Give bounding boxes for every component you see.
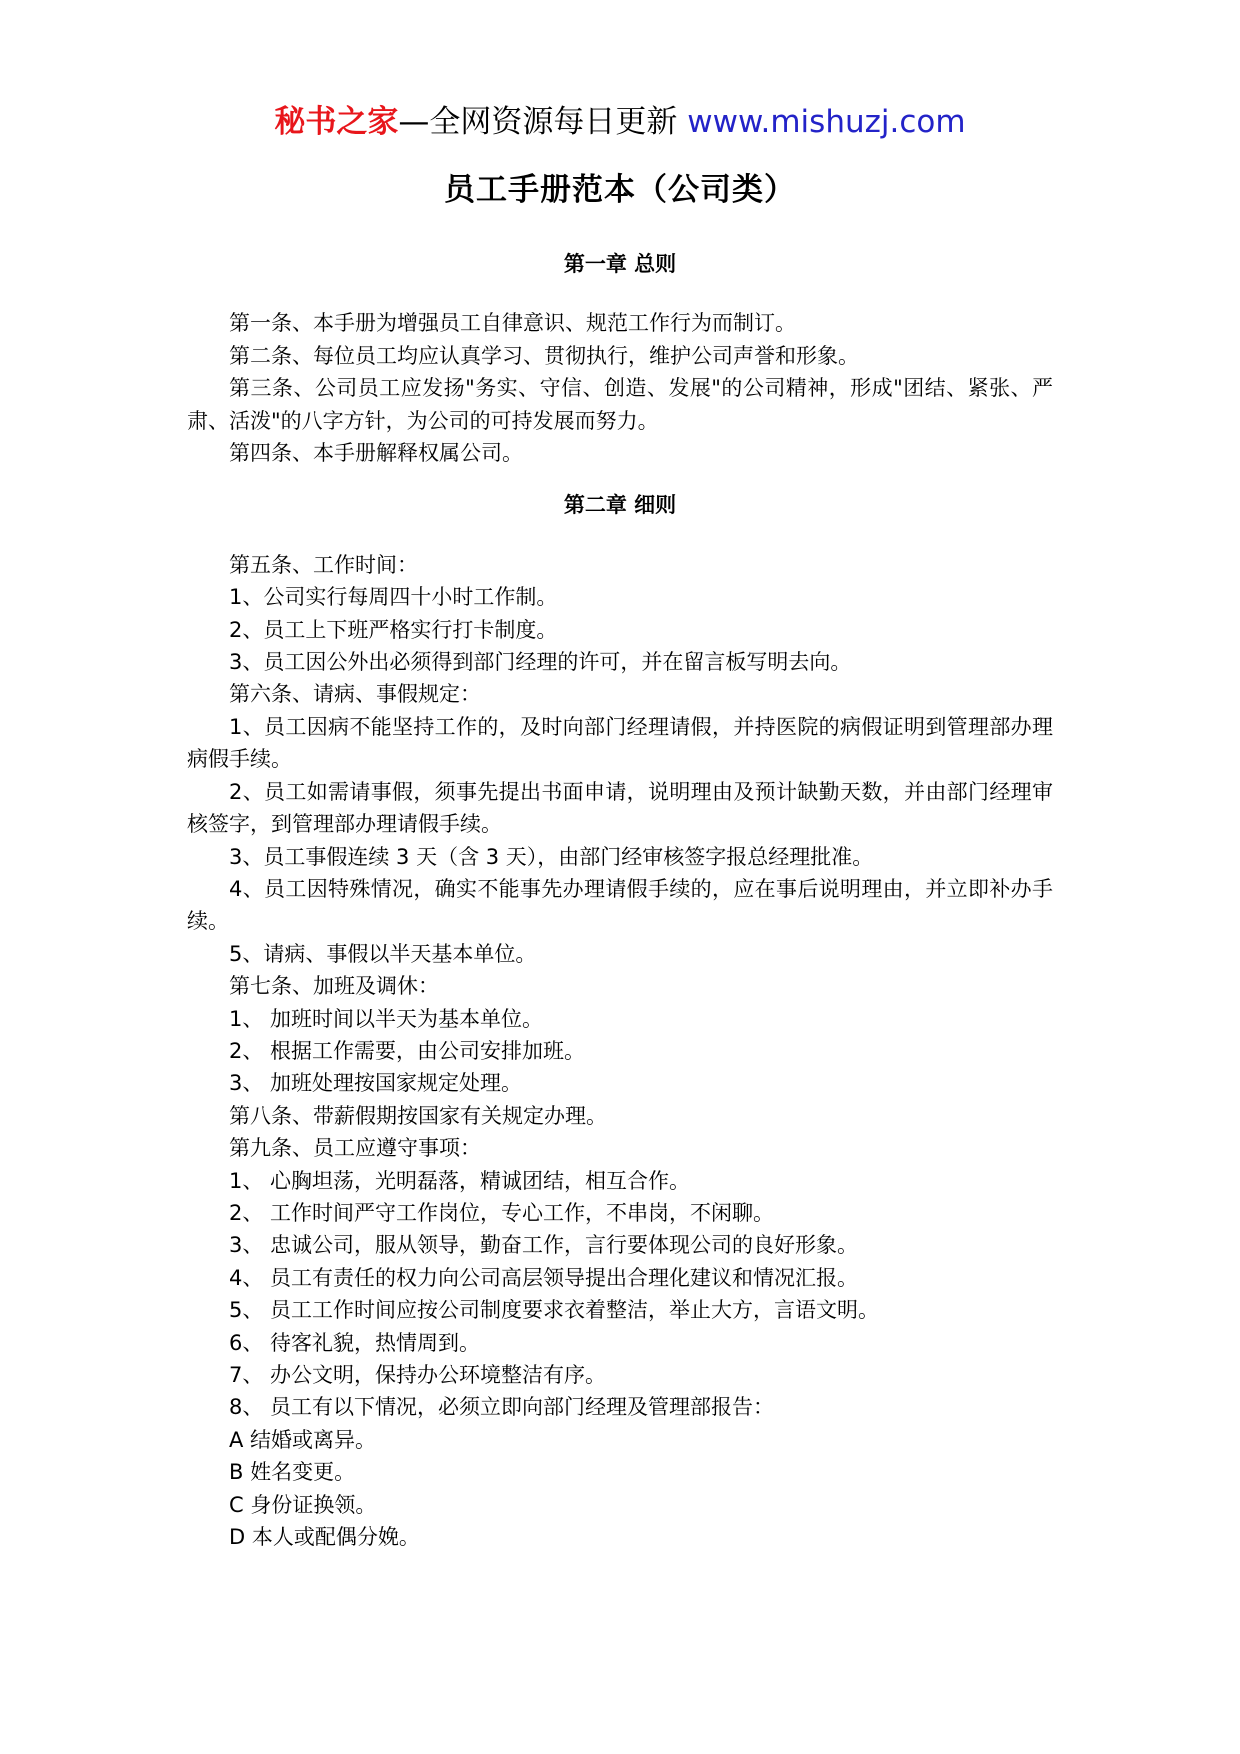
- brand-header: [0, 100, 1240, 144]
- paragraph: 5、 员工工作时间应按公司制度要求衣着整洁，举止大方，言语文明。: [229, 1298, 880, 1323]
- paragraph: 2、 工作时间严守工作岗位，专心工作，不串岗，不闲聊。: [229, 1200, 775, 1225]
- paragraph: 第三条、公司员工应发扬"务实、守信、创造、发展"的公司精神，形成"团结、紧张、严肃、活泼"的八字方针，为公司的可持发展而努力。: [187, 376, 1053, 433]
- paragraph: 第四条、本手册解释权属公司。: [229, 441, 523, 466]
- brand-url-link[interactable]: www.mishuzj.com: [687, 104, 966, 140]
- paragraph: 第二条、每位员工均应认真学习、贯彻执行，维护公司声誉和形象。: [229, 343, 859, 368]
- paragraph: 4、 员工有责任的权力向公司高层领导提出合理化建议和情况汇报。: [229, 1265, 859, 1290]
- paragraph: 2、 根据工作需要，由公司安排加班。: [229, 1038, 586, 1063]
- paragraph: 6、 待客礼貌，热情周到。: [229, 1330, 481, 1355]
- brand-name: 秘书之家: [274, 104, 399, 140]
- document-body: [187, 248, 1053, 1553]
- paragraph: A 结婚或离异。: [229, 1427, 377, 1452]
- paragraph: 1、员工因病不能坚持工作的，及时向部门经理请假，并持医院的病假证明到管理部办理病假手续。: [187, 714, 1053, 772]
- paragraph: 1、 加班时间以半天为基本单位。: [229, 1006, 544, 1031]
- paragraph: 3、员工因公外出必须得到部门经理的许可，并在留言板写明去向。: [229, 650, 852, 675]
- paragraph: 5、请病、事假以半天基本单位。: [229, 941, 537, 966]
- brand-tagline: —全网资源每日更新: [398, 104, 688, 140]
- paragraph: 3、员工事假连续 3 天（含 3 天），由部门经审核签字报总经理批准。: [229, 844, 874, 869]
- paragraph: 第八条、带薪假期按国家有关规定办理。: [229, 1103, 607, 1128]
- paragraph: D 本人或配偶分娩。: [229, 1525, 420, 1550]
- paragraph: 2、员工上下班严格实行打卡制度。: [229, 617, 558, 642]
- paragraph: 1、 心胸坦荡，光明磊落，精诚团结，相互合作。: [229, 1168, 691, 1193]
- paragraph: 第六条、请病、事假规定：: [229, 682, 481, 707]
- chapter-2-paragraphs: [187, 549, 1053, 1554]
- paragraph: C 身份证换领。: [229, 1492, 377, 1517]
- paragraph: 3、 加班处理按国家规定处理。: [229, 1071, 523, 1096]
- chapter-heading: 第二章 细则: [563, 493, 677, 518]
- paragraph: B 姓名变更。: [229, 1460, 356, 1485]
- chapter-1-paragraphs: [187, 307, 1053, 469]
- paragraph: 3、 忠诚公司，服从领导，勤奋工作，言行要体现公司的良好形象。: [229, 1233, 859, 1258]
- paragraph: 第七条、加班及调休：: [229, 974, 439, 999]
- paragraph: 第九条、员工应遵守事项：: [229, 1136, 481, 1161]
- paragraph: 8、 员工有以下情况，必须立即向部门经理及管理部报告：: [229, 1395, 775, 1420]
- document-title: 员工手册范本（公司类）: [444, 172, 796, 208]
- paragraph: 第一条、本手册为增强员工自律意识、规范工作行为而制订。: [229, 311, 796, 336]
- paragraph: 4、员工因特殊情况，确实不能事先办理请假手续的，应在事后说明理由，并立即补办手续。: [187, 876, 1053, 934]
- paragraph: 2、员工如需请事假，须事先提出书面申请，说明理由及预计缺勤天数，并由部门经理审核签字，到管理部办理请假手续。: [187, 779, 1053, 837]
- paragraph: 第五条、工作时间：: [229, 552, 418, 577]
- chapter-heading: 第一章 总则: [563, 252, 677, 276]
- paragraph: 7、 办公文明，保持办公环境整洁有序。: [229, 1363, 607, 1387]
- paragraph: 1、公司实行每周四十小时工作制。: [229, 585, 558, 610]
